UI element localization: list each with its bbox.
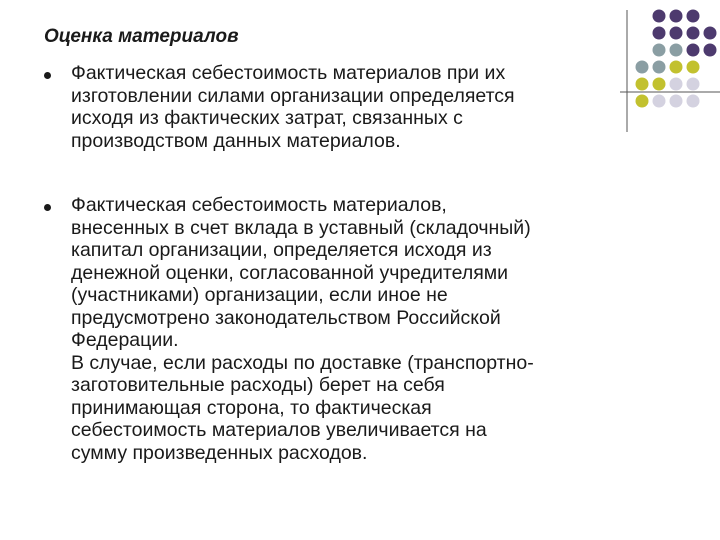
text-line: Федерации. (71, 329, 179, 351)
bullet-dot-icon (44, 204, 51, 211)
bullet-item (44, 62, 684, 152)
bullet-item (44, 194, 684, 464)
text-line: денежной оценки, согласованной учредителями (71, 261, 509, 284)
text-line: капитал организации, определяется исходя из (71, 239, 492, 261)
text-line: (участниками) организации, если иное не (71, 284, 448, 306)
text-line: внесенных в счет вклада в уставный (складочный) (71, 216, 531, 239)
bullet-text (71, 62, 684, 152)
text-line: изготовлении силами организации определяется (71, 84, 515, 107)
text-line: предусмотрено законодательством Российской (71, 306, 501, 329)
text-line: В случае, если расходы по доставке (транспортно- (71, 351, 534, 374)
text-line: заготовительные расходы) берет на себя (71, 374, 445, 396)
text-line: Фактическая себестоимость материалов, (71, 194, 447, 216)
bullet-text (71, 194, 684, 464)
text-line: сумму произведенных расходов. (71, 441, 368, 464)
slide-title: Оценка материалов (44, 26, 239, 47)
text-line: Фактическая себестоимость материалов при их (71, 62, 506, 84)
text-line: себестоимость материалов увеличивается на (71, 419, 487, 441)
text-line: исходя из фактических затрат, связанных с (71, 107, 463, 129)
text-line: производством данных материалов. (71, 129, 401, 152)
text-line: принимающая сторона, то фактическая (71, 396, 432, 419)
bullet-dot-icon (44, 72, 51, 79)
